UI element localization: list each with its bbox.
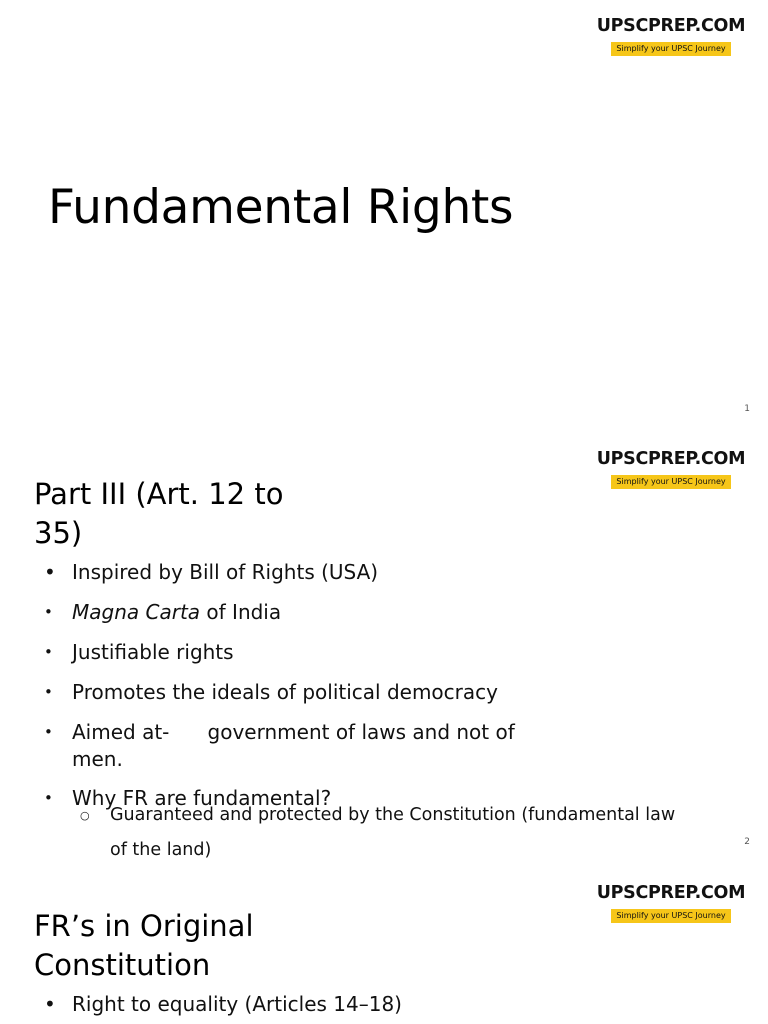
bullet-icon: • (44, 643, 53, 661)
bullet-list (44, 991, 544, 1024)
brand-tagline: Simplify your UPSC Journey (611, 909, 730, 923)
sub-list-item-text: Guaranteed and protected by the Constitution (fundamental law of the land) (110, 805, 676, 860)
circle-bullet-icon: ○ (80, 809, 90, 822)
list-item-text: Right to equality (Articles 14–18) (72, 992, 402, 1016)
list-item (44, 991, 544, 1018)
slide-3 (0, 867, 768, 1024)
brand-logo (596, 449, 746, 489)
sub-list-item (80, 798, 684, 866)
list-item-emphasis: Magna Carta (72, 600, 201, 624)
brand-name: UPSCPREP.COM (596, 883, 746, 903)
slide-number: 2 (744, 837, 750, 847)
list-item-text: Aimed at- government of laws and not of men. (72, 720, 522, 771)
list-item-text: of India (200, 600, 282, 624)
list-item (44, 599, 544, 626)
slide-title: FR’s in Original Constitution (34, 909, 254, 982)
list-item (44, 639, 544, 666)
slide-number: 1 (744, 404, 750, 414)
list-item-text: Justifiable rights (72, 640, 234, 664)
bullet-icon: • (44, 789, 53, 807)
brand-logo (596, 16, 746, 56)
slide-title: Fundamental Rights (48, 180, 514, 235)
bullet-icon: • (44, 683, 53, 701)
list-item (44, 559, 544, 586)
brand-name: UPSCPREP.COM (596, 16, 746, 36)
list-item-text: Promotes the ideals of political democracy (72, 680, 498, 704)
list-item (44, 719, 544, 773)
list-item-text: Why FR are fundamental? (72, 786, 332, 810)
brand-logo (596, 883, 746, 923)
list-item (44, 679, 544, 706)
bullet-list (44, 559, 544, 786)
brand-name: UPSCPREP.COM (596, 449, 746, 469)
bullet-icon: • (44, 560, 56, 584)
bullet-icon: • (44, 723, 53, 741)
slide-1 (0, 0, 768, 432)
bullet-icon: • (44, 992, 56, 1016)
slide-title: Part III (Art. 12 to 35) (34, 477, 284, 550)
brand-tagline: Simplify your UPSC Journey (611, 475, 730, 489)
list-item-text: Inspired by Bill of Rights (USA) (72, 560, 379, 584)
slide-2 (0, 433, 768, 866)
brand-tagline: Simplify your UPSC Journey (611, 42, 730, 56)
bullet-icon: • (44, 603, 53, 621)
